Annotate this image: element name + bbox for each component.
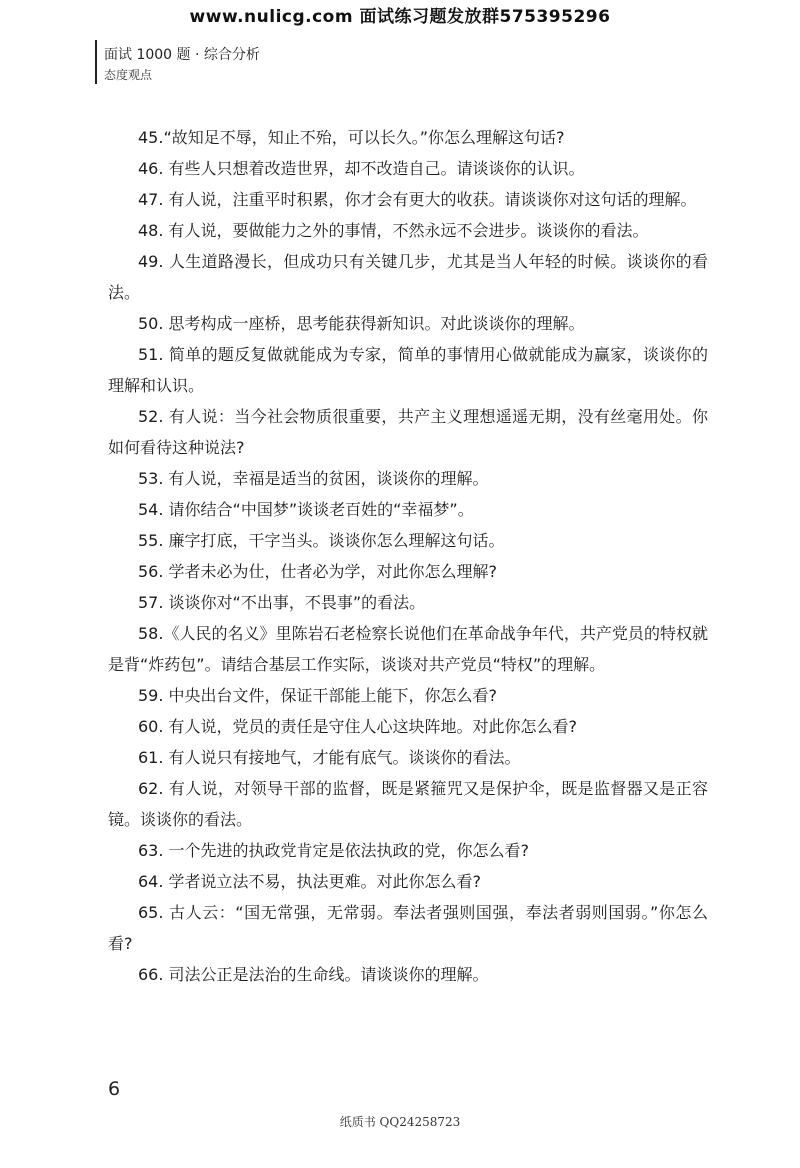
question-61: 61. 有人说只有接地气，才能有底气。谈谈你的看法。 — [138, 748, 521, 767]
question-59: 59. 中央出台文件，保证干部能上能下，你怎么看? — [138, 686, 498, 705]
book-title: 面试 1000 题 · 综合分析 — [104, 47, 260, 63]
question-50: 50. 思考构成一座桥，思考能获得新知识。对此谈谈你的理解。 — [138, 314, 585, 333]
question-56: 56. 学者未必为仕，仕者必为学，对此你怎么理解? — [138, 562, 498, 581]
question-60: 60. 有人说，党员的责任是守住人心这块阵地。对此你怎么看? — [138, 717, 578, 736]
question-53: 53. 有人说，幸福是适当的贫困，谈谈你的理解。 — [138, 469, 489, 488]
question-64: 64. 学者说立法不易，执法更难。对此你怎么看? — [138, 872, 482, 891]
top-banner: www.nulicg.com 面试练习题发放群575395296 — [189, 7, 611, 27]
question-46: 46. 有些人只想着改造世界，却不改造自己。请谈谈你的认识。 — [138, 159, 585, 178]
question-52: 52. 有人说：当今社会物质很重要，共产主义理想遥遥无期，没有丝毫用处。你如何看待这种说法? — [108, 407, 708, 457]
question-62: 62. 有人说，对领导干部的监督，既是紧箍咒又是保护伞，既是监督器又是正容镜。谈谈你的看法。 — [108, 779, 708, 829]
question-63: 63. 一个先进的执政党肯定是依法执政的党，你怎么看? — [138, 841, 530, 860]
header-divider — [95, 40, 97, 84]
question-list — [108, 122, 708, 990]
question-54: 54. 请你结合“中国梦”谈谈老百姓的“幸福梦”。 — [138, 500, 474, 519]
question-49: 49. 人生道路漫长，但成功只有关键几步，尤其是当人年轻的时候。谈谈你的看法。 — [108, 252, 708, 302]
footer-text: 纸质书 QQ24258723 — [339, 1115, 461, 1129]
question-45: 45.“故知足不辱，知止不殆，可以长久。”你怎么理解这句话? — [138, 128, 565, 147]
question-65: 65. 古人云：“国无常强，无常弱。奉法者强则国强，奉法者弱则国弱。”你怎么看? — [108, 903, 708, 953]
question-58: 58.《人民的名义》里陈岩石老检察长说他们在革命战争年代，共产党员的特权就是背“炸药包”。请结合基层工作实际，谈谈对共产党员“特权”的理解。 — [108, 624, 708, 674]
section-title: 态度观点 — [104, 68, 153, 82]
question-66: 66. 司法公正是法治的生命线。请谈谈你的理解。 — [138, 965, 489, 984]
question-51: 51. 简单的题反复做就能成为专家，简单的事情用心做就能成为赢家，谈谈你的理解和认识。 — [108, 345, 708, 395]
question-55: 55. 廉字打底，干字当头。谈谈你怎么理解这句话。 — [138, 531, 505, 550]
question-47: 47. 有人说，注重平时积累，你才会有更大的收获。请谈谈你对这句话的理解。 — [138, 190, 697, 209]
page-number: 6 — [108, 1078, 121, 1100]
question-57: 57. 谈谈你对“不出事，不畏事”的看法。 — [138, 593, 426, 612]
question-48: 48. 有人说，要做能力之外的事情，不然永远不会进步。谈谈你的看法。 — [138, 221, 649, 240]
